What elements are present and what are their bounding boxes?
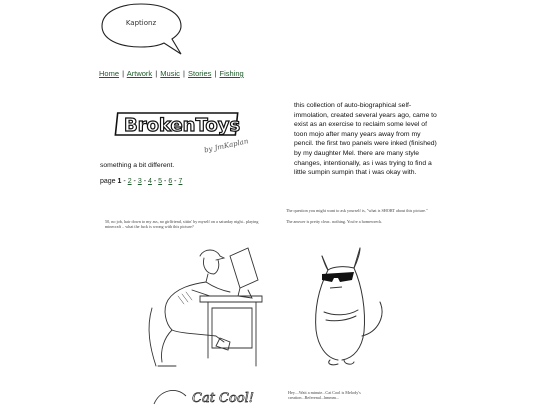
pager-link-5[interactable]: 5 [158, 178, 163, 185]
pager-separator: - [153, 178, 157, 185]
nav-separator: | [122, 69, 125, 78]
panel-2-caption-2: The answer is pretty clear.. nothing. You're a homewreck. [286, 219, 383, 224]
pager-separator: - [164, 178, 167, 185]
site-logo-text[interactable]: Kaptionz [125, 19, 157, 27]
pager-link-4[interactable]: 4 [148, 178, 152, 185]
pager-current-page: 1 [117, 178, 122, 185]
pager-separator: - [133, 178, 136, 185]
panel-3-drawing [150, 382, 270, 405]
pager-separator: - [123, 178, 126, 185]
comic-description: this collection of auto-biographical self-immolation, created several years ago, came to exist as an exercise to reclaim some level of toon mojo after many years away from my pencil. the first two panels were inked (finished) by my daughter Mel. there are many style changes, intentionally, as i was trying to find a little sumpin sumpin that i was okay with. [294, 102, 437, 177]
nav-stories-link[interactable]: Stories [188, 69, 212, 78]
pager-separator: - [174, 178, 177, 185]
nav-fishing-link[interactable]: Fishing [219, 69, 244, 78]
pager-link-3[interactable]: 3 [137, 178, 142, 185]
panel-2-caption: The question you might want to ask yourself is, "what is SHORT about this picture." [286, 208, 428, 213]
panel-2-drawing [300, 236, 400, 372]
pager-link-6[interactable]: 6 [168, 178, 173, 185]
logo-speech-bubble [100, 2, 184, 56]
pager-separator: - [143, 178, 147, 185]
main-nav [99, 69, 244, 78]
nav-home-link[interactable]: Home [99, 69, 120, 78]
page-navigation [100, 178, 182, 185]
panel-4-caption: Hey....Wait a minute...Cat Cool is Melody's creation...Referenal...hmmm... [288, 390, 361, 401]
title-art-text: BrokenToys [124, 115, 241, 136]
comic-description-continued: something a bit different. [100, 162, 175, 169]
panel-3-art-text: Cat Cool! [192, 391, 255, 405]
broken-toys-title-art [116, 110, 250, 160]
nav-separator: | [155, 69, 158, 78]
nav-artwork-link[interactable]: Artwork [126, 69, 153, 78]
panel-1-caption: 50, no job, hair down to my ass, no girlfriend, sittin' by myself on a saturday night.. playing minecraft .. what the fuck is wrong with this picture? [105, 219, 259, 230]
pager-link-2[interactable]: 2 [127, 178, 132, 185]
pager-link-7[interactable]: 7 [178, 178, 183, 185]
nav-separator: | [182, 69, 185, 78]
panel-1-drawing [112, 238, 272, 378]
nav-separator: | [214, 69, 217, 78]
pager-label: page [100, 178, 116, 185]
title-art-byline: by JmKaplan [203, 137, 250, 155]
nav-music-link[interactable]: Music [160, 69, 180, 78]
